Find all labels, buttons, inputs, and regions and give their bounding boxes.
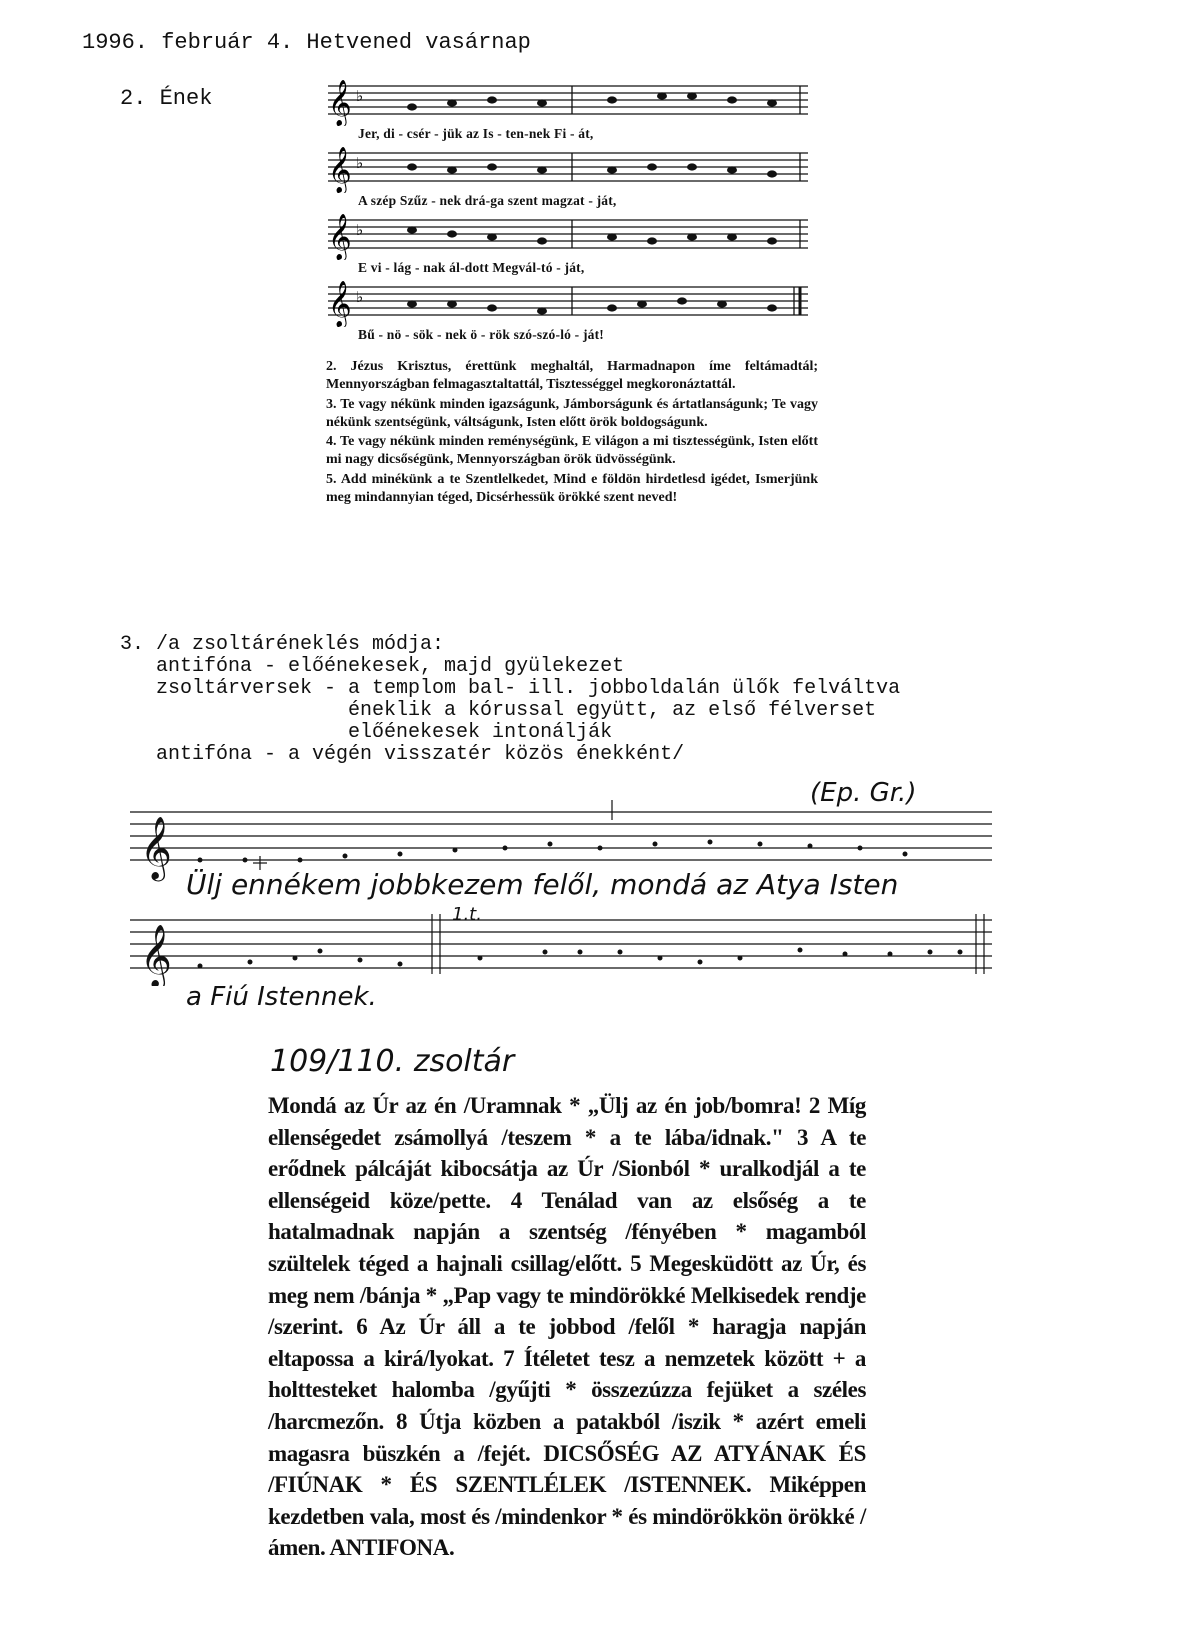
instruction-line: éneklik a kórussal együtt, az első félverset xyxy=(120,699,877,722)
instruction-line: zsoltárversek - a templom bal- ill. jobboldalán ülők felváltva xyxy=(120,677,901,700)
music-staff xyxy=(322,281,818,327)
hymn-staff-4 xyxy=(322,281,818,348)
hymn-score xyxy=(322,80,818,508)
psalm-heading: 109/110. zsoltár xyxy=(270,1044,515,1079)
antiphon-chant xyxy=(0,778,1196,1046)
hymn-verse: 4. Te vagy nékünk minden reménységünk, E világon a mi tisztességünk, Isten előtt mi nagy dicsőségünk, Mennyországban örök üdvösségünk. xyxy=(326,434,818,468)
chant-text-line-2: a Fiú Istennek. xyxy=(186,982,377,1012)
hymn-verse: 3. Te vagy nékünk minden igazságunk, Jámborságunk és ártatlanságunk; Te vagy nékünk szentségünk, váltságunk, Isten előtt örök boldogságunk. xyxy=(326,396,818,430)
hymn-verses xyxy=(322,358,818,507)
chant-source-note: (Ep. Gr.) xyxy=(810,778,917,808)
hymn-staff-1 xyxy=(322,80,818,147)
music-staff xyxy=(322,214,818,260)
chant-tone-label: 1.t. xyxy=(452,904,482,925)
hymn-staff-3 xyxy=(322,214,818,281)
svg-text:♭: ♭ xyxy=(356,87,364,105)
instruction-line: antifóna - a végén visszatér közös énekként/ xyxy=(120,743,685,766)
svg-text:♭: ♭ xyxy=(356,154,364,172)
instruction-line: antifóna - előénekesek, majd gyülekezet xyxy=(120,655,625,678)
hymn-verse: 2. Jézus Krisztus, érettünk meghaltál, Harmadnapon íme feltámadtál; Mennyországban felmagasztaltattál, Tisztességgel megkoronáztattál. xyxy=(326,359,818,393)
svg-text:♭: ♭ xyxy=(356,288,364,306)
music-staff xyxy=(322,147,818,193)
hymn-verse: 5. Add minékünk a te Szentlelkedet, Mind e földön hirdetlesd igédet, Ismerjünk meg mindannyian téged, Dicsérhessük örökké szent neved! xyxy=(326,471,818,506)
instruction-line: előénekesek intonálják xyxy=(120,721,613,744)
svg-text:𝄞: 𝄞 xyxy=(140,816,172,879)
hymn-lyric-line: Bű - nö - sök - nek ö - rök szó-szó-ló - ját! xyxy=(358,327,604,342)
svg-text:♭: ♭ xyxy=(356,221,364,239)
psalm-singing-instructions xyxy=(120,634,900,766)
music-staff xyxy=(322,80,818,126)
section-label-hymn: 2. Ének xyxy=(120,86,213,111)
hymn-lyric-line: Jer, di - csér - jük az Is - ten-nek Fi - át, xyxy=(358,126,594,141)
svg-text:𝄞: 𝄞 xyxy=(328,214,352,260)
psalm-text: Mondá az Úr az én /Uramnak * „Ülj az én job/bomra! 2 Míg ellenségedet zsámollyá /teszem * a te lába/idnak." 3 A te erődnek pálcáját kibocsátja az Úr /Sionból * uralkodjál a te ellenségeid köze/pette. 4 Tenálad van az elsőség a te hatalmadnak napján a szentség /fényében * magamból szültelek téged a hajnali csillag/előtt. 5 Megesküdött az Úr, és meg nem /bánja * „Pap vagy te mindörökké Melkisedek rendje /szerint. 6 Az Úr áll a te jobbod /felől * haragja napján eltapossa a kirá/lyokat. 7 Ítéletet tesz a nemzetek között + a holttesteket halomba /gyűjti * összezúzza fejüket a széles /harcmezőn. 8 Útja közben a patakból /iszik * azért emeli magasra büszkén a /fejét. DICSŐSÉG AZ ATYÁNAK ÉS /FIÚNAK * ÉS SZENTLÉLEK /ISTENNEK. Miképpen kezdetben vala, most és /mindenkor * és mindörökkön örökké /ámen. ANTIFONA. xyxy=(268,1093,866,1561)
svg-text:𝄞: 𝄞 xyxy=(328,281,352,327)
svg-text:𝄞: 𝄞 xyxy=(328,147,352,193)
hymn-lyric-line: A szép Szűz - nek drá-ga szent magzat - ját, xyxy=(358,193,617,208)
hymn-staff-2 xyxy=(322,147,818,214)
chant-text-line-1: Ülj ennékem jobbkezem felől, mondá az Atya Isten xyxy=(186,868,899,901)
hymn-lyric-line: E vi - lág - nak ál-dott Megvál-tó - ját, xyxy=(358,260,585,275)
instruction-line: 3. /a zsoltáréneklés módja: xyxy=(120,633,445,656)
svg-text:𝄞: 𝄞 xyxy=(328,80,352,126)
page-title: 1996. február 4. Hetvened vasárnap xyxy=(82,30,531,55)
svg-text:𝄞: 𝄞 xyxy=(140,924,172,986)
